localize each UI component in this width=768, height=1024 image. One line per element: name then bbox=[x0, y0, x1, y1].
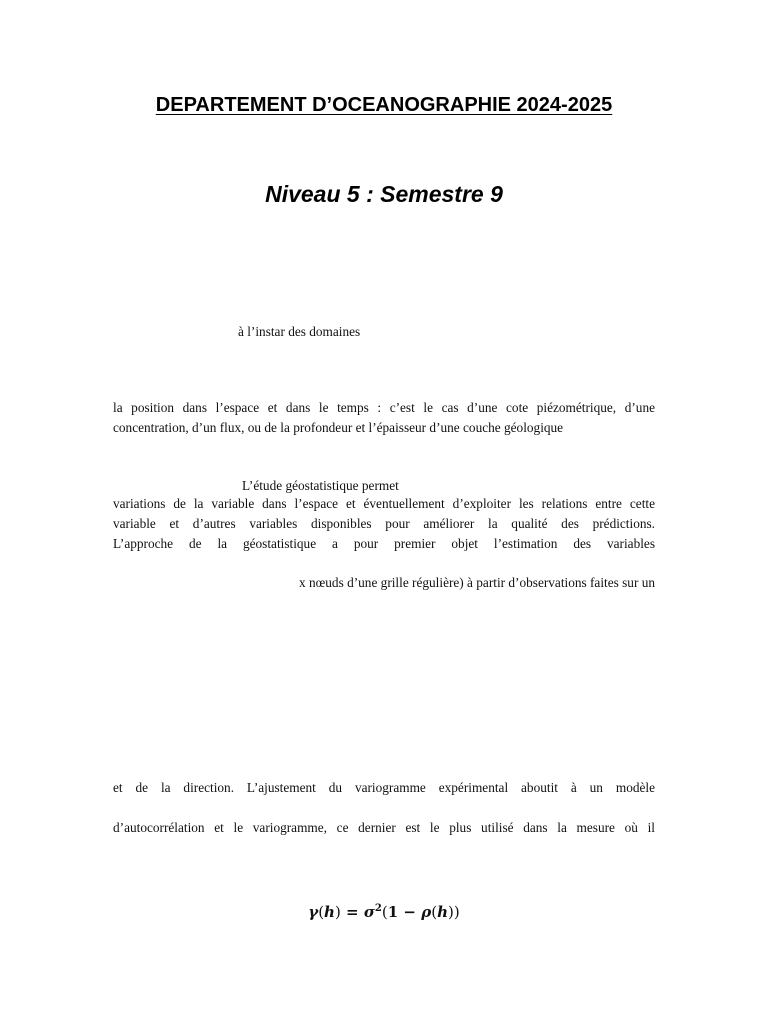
formula-h: h bbox=[324, 903, 335, 921]
formula-minus: − bbox=[403, 903, 416, 921]
formula-h-2: h bbox=[437, 903, 448, 921]
formula-exponent: 2 bbox=[374, 903, 382, 914]
formula-equals: = bbox=[346, 903, 359, 921]
formula-rho: ρ bbox=[421, 903, 432, 921]
text-line-6: variable et d’autres variables disponibles pour améliorer la qualité des prédictions. bbox=[113, 516, 655, 531]
text-line-9: et de la direction. L’ajustement du variogramme expérimental aboutit à un modèle bbox=[113, 780, 655, 795]
formula-one: 1 bbox=[387, 903, 399, 921]
text-line-8: x nœuds d’une grille régulière) à partir d’observations faites sur un bbox=[299, 575, 655, 590]
text-line-1: à l’instar des domaines bbox=[238, 324, 361, 339]
text-line-7: L’approche de la géostatistique a pour premier objet l’estimation des variables bbox=[113, 536, 655, 551]
text-line-3: concentration, d’un flux, ou de la profondeur et l’épaisseur d’une couche géologique bbox=[113, 420, 564, 435]
formula-sigma: σ bbox=[363, 903, 375, 921]
text-line-10: d’autocorrélation et le variogramme, ce dernier est le plus utilisé dans la mesure où il bbox=[113, 820, 655, 835]
level-semester-title: Niveau 5 : Semestre 9 bbox=[265, 181, 503, 207]
formula-gamma: γ bbox=[308, 903, 319, 921]
department-title: DEPARTEMENT D’OCEANOGRAPHIE 2024-2025 bbox=[155, 94, 613, 116]
text-line-5: variations de la variable dans l’espace et éventuellement d’exploiter les relations entre cette bbox=[113, 496, 655, 511]
variogram-formula: $\gamma(h) = \sigma^2(1 - \rho(h))$ bbox=[308, 903, 460, 921]
text-line-4: L’étude géostatistique permet bbox=[242, 478, 399, 493]
text-line-2: la position dans l’espace et dans le temps : c’est le cas d’une cote piézométrique, d’une bbox=[113, 400, 655, 415]
